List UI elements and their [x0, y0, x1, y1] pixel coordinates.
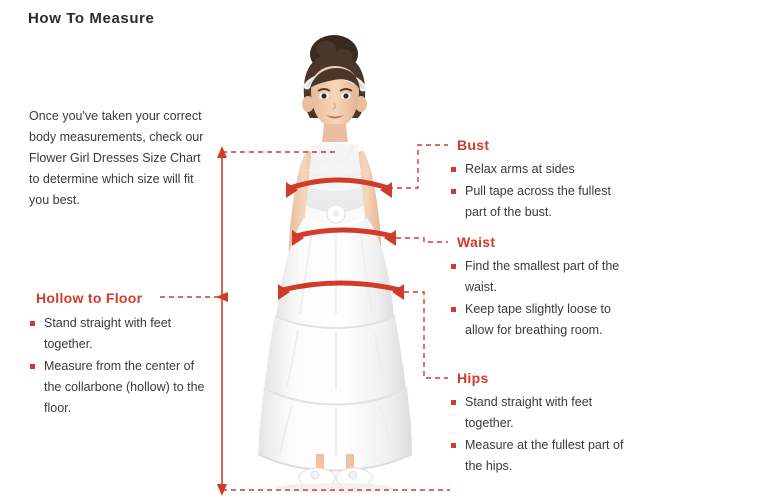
section-bullets-waist — [451, 256, 631, 342]
intro-text: Once you've taken your correct body measurements, check our Flower Girl Dresses Size Chart to determine which size will fit you best. — [29, 109, 204, 207]
section-heading-bust: Bust — [457, 137, 490, 153]
list-item: Stand straight with feet together. — [451, 392, 631, 434]
list-item: Relax arms at sides — [451, 159, 631, 180]
list-item: Measure from the center of the collarbone (hollow) to the floor. — [30, 356, 210, 419]
list-item: Stand straight with feet together. — [30, 313, 210, 355]
section-bullets-bust — [451, 159, 631, 224]
section-heading-waist: Waist — [457, 234, 496, 250]
section-bullets-hips — [451, 392, 631, 478]
model-photo — [212, 18, 452, 496]
section-heading-hollow-to-floor: Hollow to Floor — [36, 290, 143, 306]
list-item: Keep tape slightly loose to allow for breathing room. — [451, 299, 631, 341]
girl-illustration — [212, 18, 452, 496]
section-heading-hips: Hips — [457, 370, 489, 386]
section-bullets-hollow-to-floor — [30, 313, 210, 420]
list-item: Find the smallest part of the waist. — [451, 256, 631, 298]
list-item: Measure at the fullest part of the hips. — [451, 435, 631, 477]
list-item: Pull tape across the fullest part of the bust. — [451, 181, 631, 223]
page-title: How To Measure — [28, 10, 155, 27]
